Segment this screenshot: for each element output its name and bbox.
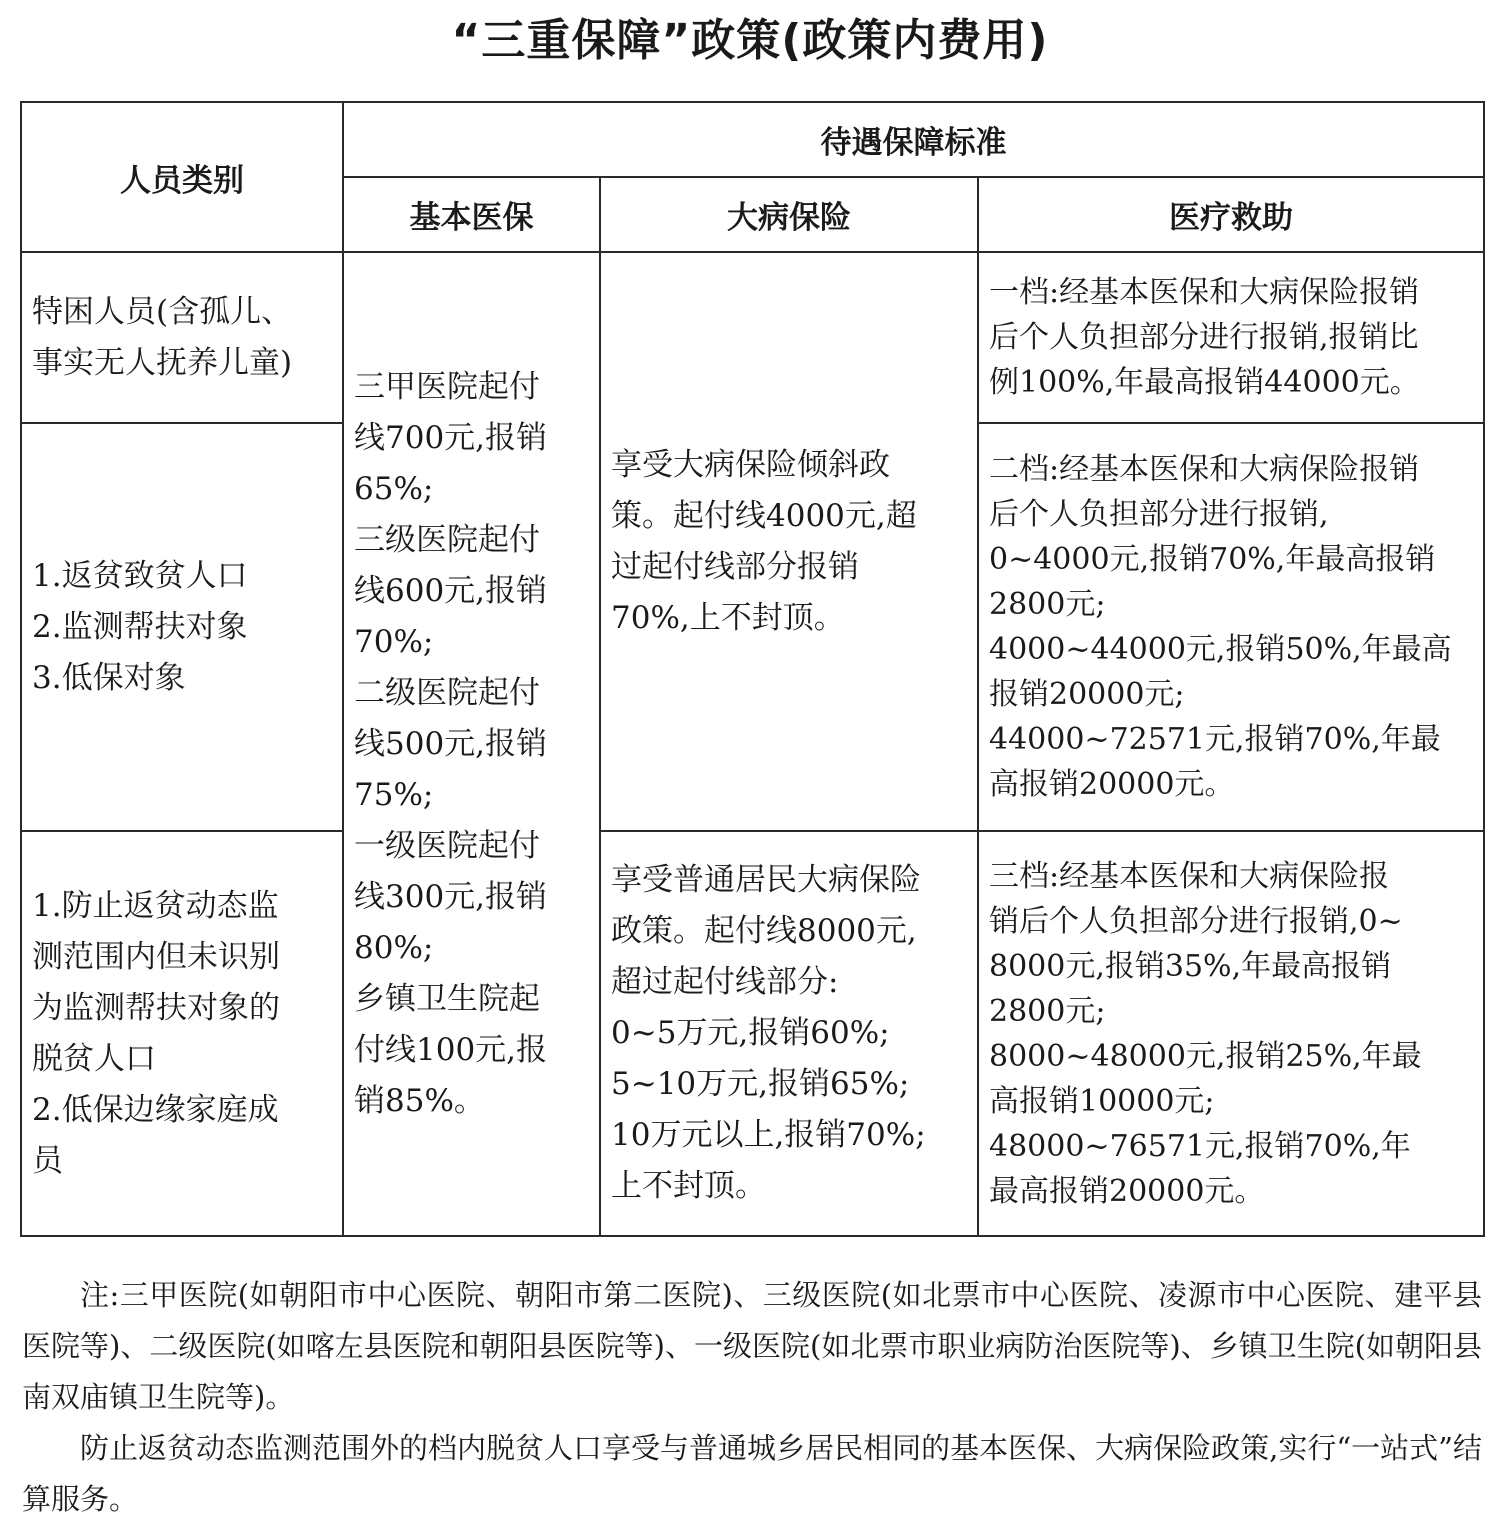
policy-table	[20, 101, 1485, 1237]
row1-aid: 一档:经基本医保和大病保险报销 后个人负担部分进行报销,报销比 例100%,年最高报销44000元。	[978, 252, 1484, 423]
header-aid: 医疗救助	[978, 177, 1484, 252]
note-settlement: 防止返贫动态监测范围外的档内脱贫人口享受与普通城乡居民相同的基本医保、大病保险政策,实行“一站式”结算服务。	[22, 1431, 1482, 1516]
table-row	[21, 831, 1484, 1236]
row3-serious: 享受普通居民大病保险 政策。起付线8000元, 超过起付线部分: 0~5万元,报销60%; 5~10万元,报销65%; 10万元以上,报销70%; 上不封顶。	[600, 831, 978, 1236]
header-standard: 待遇保障标准	[343, 102, 1484, 177]
serious-shared: 享受大病保险倾斜政 策。起付线4000元,超 过起付线部分报销 70%,上不封顶。	[600, 252, 978, 831]
header-row-top	[21, 102, 1484, 177]
header-serious: 大病保险	[600, 177, 978, 252]
row1-category: 特困人员(含孤儿、 事实无人抚养儿童)	[21, 252, 343, 423]
row3-aid: 三档:经基本医保和大病保险报 销后个人负担部分进行报销,0~ 8000元,报销35%,年最高报销 2800元; 8000~48000元,报销25%,年最 高报销10000元; 48000~76571元,报销70%,年 最高报销20000元。	[978, 831, 1484, 1236]
header-category: 人员类别	[21, 102, 343, 252]
header-basic: 基本医保	[343, 177, 600, 252]
row2-category: 1.返贫致贫人口 2.监测帮扶对象 3.低保对象	[21, 423, 343, 831]
row2-aid: 二档:经基本医保和大病保险报销 后个人负担部分进行报销, 0~4000元,报销70%,年最高报销 2800元; 4000~44000元,报销50%,年最高 报销20000元; 44000~72571元,报销70%,年最 高报销20000元。	[978, 423, 1484, 831]
notes	[22, 1270, 1482, 1525]
basic-shared: 三甲医院起付 线700元,报销 65%; 三级医院起付 线600元,报销 70%; 二级医院起付 线500元,报销 75%; 一级医院起付 线300元,报销 80%; 乡镇卫生院起 付线100元,报 销85%。	[343, 252, 600, 1236]
row3-category: 1.防止返贫动态监 测范围内但未识别 为监测帮扶对象的 脱贫人口 2.低保边缘家庭成 员	[21, 831, 343, 1236]
page-title: “三重保障”政策(政策内费用)	[451, 15, 1049, 66]
table-row	[21, 252, 1484, 423]
note-hospitals: 注:三甲医院(如朝阳市中心医院、朝阳市第二医院)、三级医院(如北票市中心医院、凌源市中心医院、建平县医院等)、二级医院(如喀左县医院和朝阳县医院等)、一级医院(如北票市职业病防治医院等)、乡镇卫生院(如朝阳县南双庙镇卫生院等)。	[22, 1278, 1482, 1414]
